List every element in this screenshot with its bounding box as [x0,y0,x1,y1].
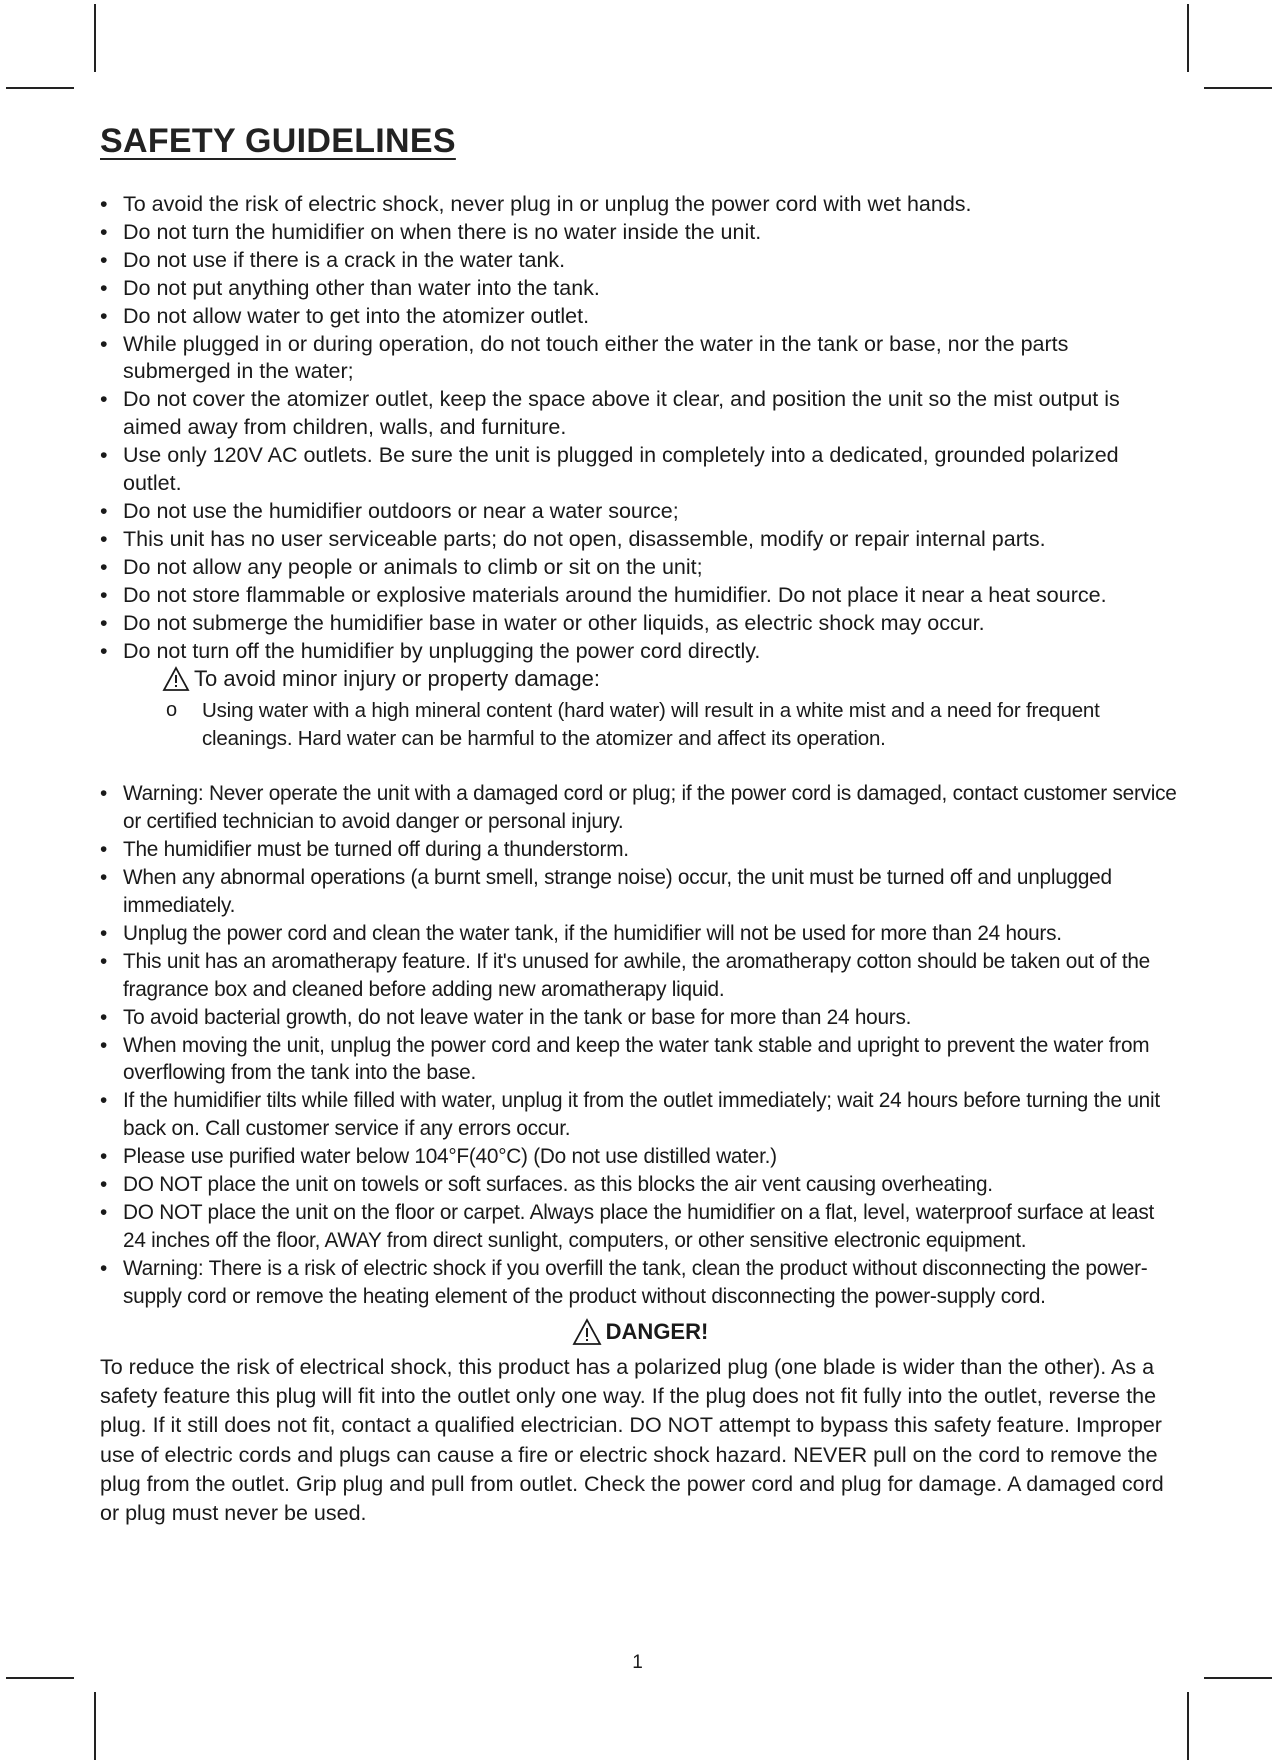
caution-heading-row [162,665,1180,693]
list-item: • Do not allow any people or animals to climb or sit on the unit; [100,554,1180,582]
document-page [100,122,1180,1528]
list-item: • To avoid the risk of electric shock, never plug in or unplug the power cord with wet hands. [100,191,1180,219]
warning-triangle-icon [162,666,190,692]
page-number: 1 [632,1652,643,1673]
list-item: • Do not allow water to get into the atomizer outlet. [100,303,1180,331]
list-item: • Do not store flammable or explosive materials around the humidifier. Do not place it near a heat source. [100,582,1180,610]
crop-mark [1187,1692,1189,1760]
danger-heading: DANGER! [605,1318,709,1344]
list-item: • DO NOT place the unit on the floor or carpet. Always place the humidifier on a flat, level, waterproof surface at least 24 inches off the floor, AWAY from direct sunlight, computers, or other sensitive electronic equipment. [100,1199,1180,1255]
list-item: • To avoid bacterial growth, do not leave water in the tank or base for more than 24 hours. [100,1004,1180,1032]
crop-mark [1204,1677,1272,1679]
list-item: • Do not use the humidifier outdoors or near a water source; [100,498,1180,526]
caution-list [100,697,1180,753]
safety-list-primary [100,191,1180,665]
safety-list-secondary [100,780,1180,1310]
sub-list-item: o Using water with a high mineral content (hard water) will result in a white mist and a need for frequent cleanings. Hard water can be harmful to the atomizer and affect its operation. [164,697,1180,753]
list-item: • When any abnormal operations (a burnt smell, strange noise) occur, the unit must be turned off and unplugged immediately. [100,864,1180,920]
list-item: • Do not submerge the humidifier base in water or other liquids, as electric shock may occur. [100,610,1180,638]
crop-mark [94,1692,96,1760]
list-item: • Unplug the power cord and clean the water tank, if the humidifier will not be used for more than 24 hours. [100,920,1180,948]
crop-mark [1204,87,1272,89]
danger-paragraph: To reduce the risk of electrical shock, this product has a polarized plug (one blade is wider than the other). As a safety feature this plug will fit into the outlet only one way. If the plug does not fit fully into the outlet, reverse the plug. If it still does not fit, contact a qualified electrician. DO NOT attempt to bypass this safety feature. Improper use of electric cords and plugs can cause a fire or electric shock hazard. NEVER pull on the cord to remove the plug from the outlet. Grip plug and pull from outlet. Check the power cord and plug for damage. A damaged cord or plug must never be used. [100,1354,1164,1526]
crop-mark [6,87,74,89]
list-item: • Do not cover the atomizer outlet, keep the space above it clear, and position the unit so the mist output is aimed away from children, walls, and furniture. [100,386,1180,442]
list-item: • Warning: There is a risk of electric shock if you overfill the tank, clean the product without disconnecting the power-supply cord or remove the heating element of the product without disconnecting the power-supply cord. [100,1255,1180,1311]
list-item: • While plugged in or during operation, do not touch either the water in the tank or base, nor the parts submerged in the water; [100,331,1180,387]
caution-heading: To avoid minor injury or property damage: [194,666,600,692]
list-item: • Please use purified water below 104°F(40°C) (Do not use distilled water.) [100,1143,1180,1171]
page-title: SAFETY GUIDELINES [100,122,456,160]
list-item: • Warning: Never operate the unit with a damaged cord or plug; if the power cord is damaged, contact customer service or certified technician to avoid danger or personal injury. [100,780,1180,836]
list-item: • Do not turn the humidifier on when there is no water inside the unit. [100,219,1180,247]
crop-mark [94,4,96,72]
list-item: • DO NOT place the unit on towels or soft surfaces. as this blocks the air vent causing overheating. [100,1171,1180,1199]
list-item: • When moving the unit, unplug the power cord and keep the water tank stable and upright to prevent the water from overflowing from the tank into the base. [100,1032,1180,1088]
crop-mark [1187,4,1189,72]
list-item: • Do not turn off the humidifier by unplugging the power cord directly. [100,638,1180,666]
list-item: • Do not put anything other than water into the tank. [100,275,1180,303]
list-item: • The humidifier must be turned off during a thunderstorm. [100,836,1180,864]
danger-heading-row [100,1317,1180,1347]
list-item: • This unit has an aromatherapy feature. If it's unused for awhile, the aromatherapy cotton should be taken out of the fragrance box and cleaned before adding new aromatherapy liquid. [100,948,1180,1004]
crop-mark [6,1677,74,1679]
list-item: • Do not use if there is a crack in the water tank. [100,247,1180,275]
warning-triangle-icon [572,1318,602,1346]
list-item: • Use only 120V AC outlets. Be sure the unit is plugged in completely into a dedicated, grounded polarized outlet. [100,442,1180,498]
list-item: • If the humidifier tilts while filled with water, unplug it from the outlet immediately; wait 24 hours before turning the unit back on. Call customer service if any errors occur. [100,1087,1180,1143]
list-item: • This unit has no user serviceable parts; do not open, disassemble, modify or repair internal parts. [100,526,1180,554]
